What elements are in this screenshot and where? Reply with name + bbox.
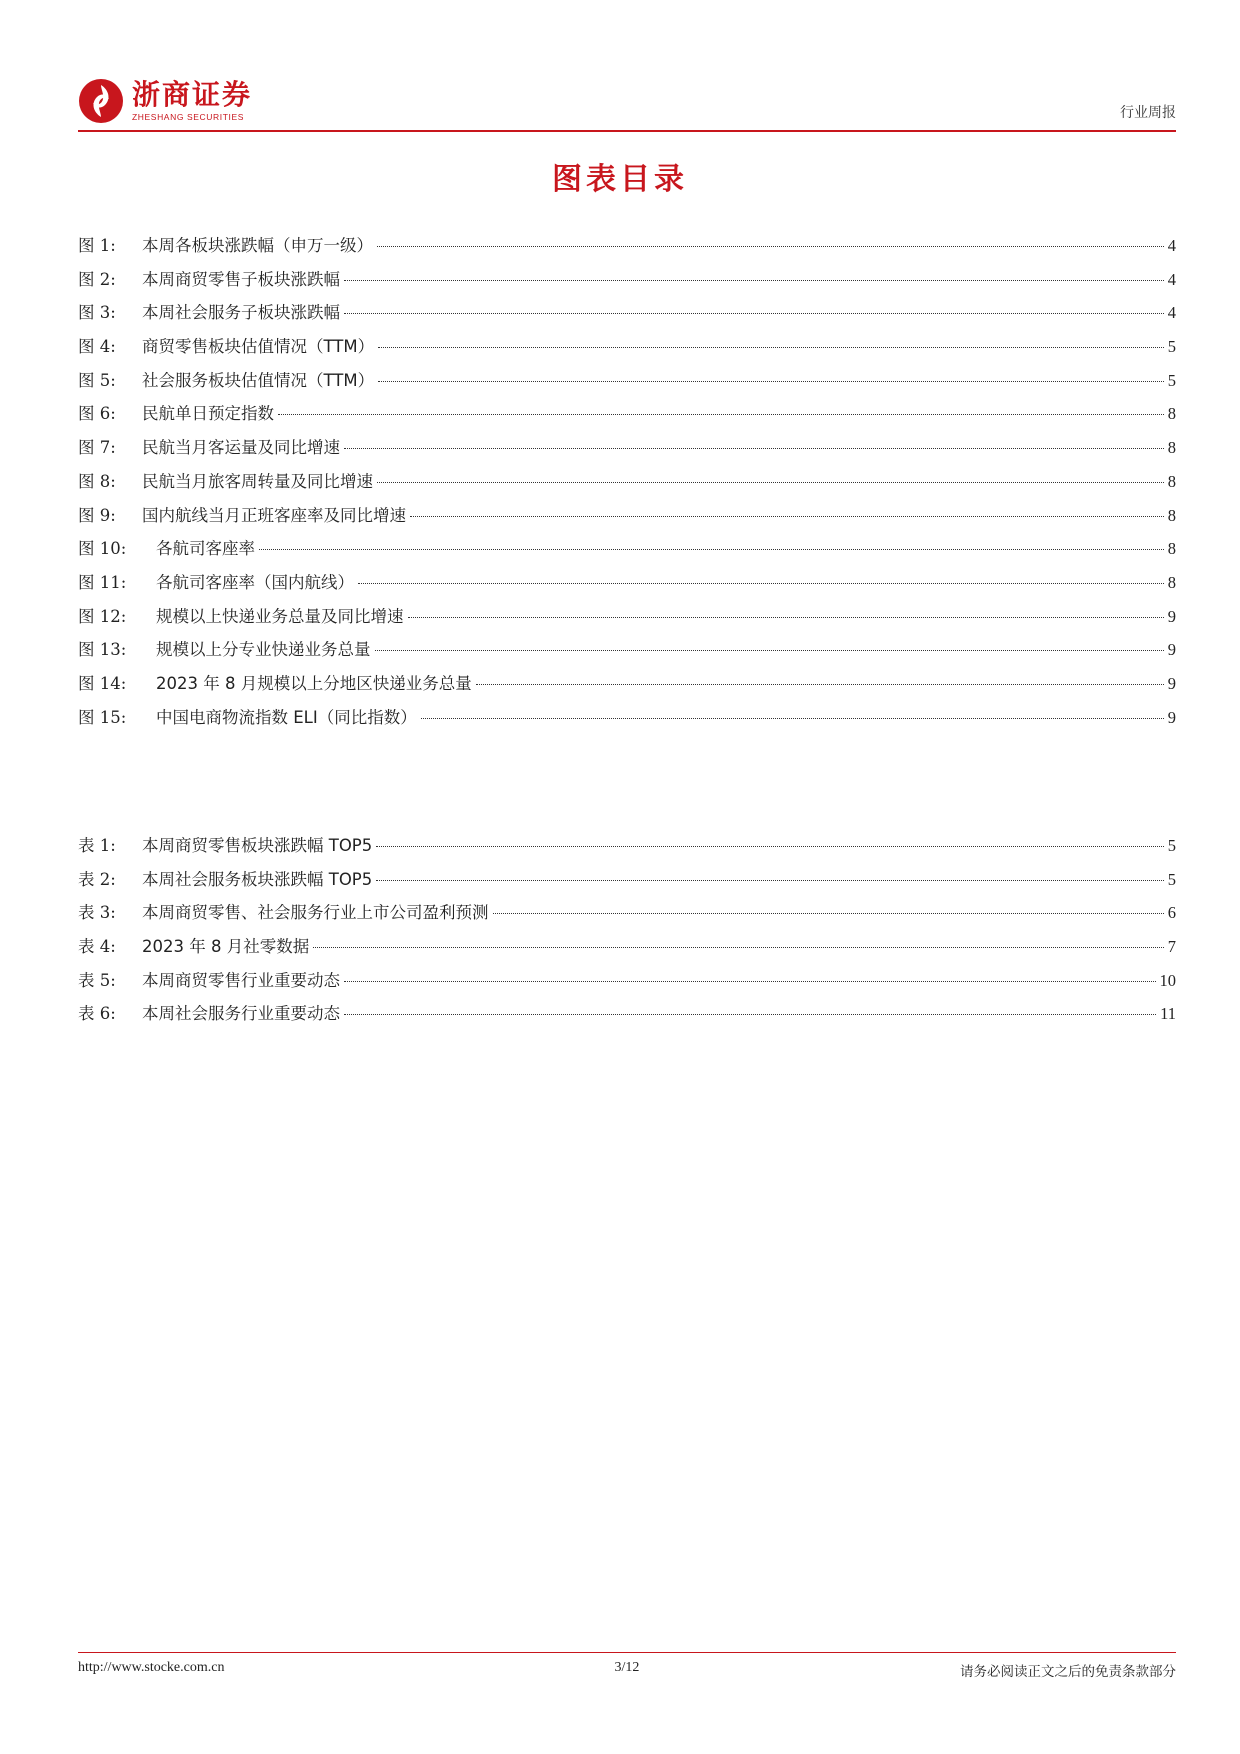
table-entry-title: 2023 年 8 月社零数据 [142,937,310,957]
table-entry-label: 表 4: [78,937,116,957]
table-entry[interactable] [78,1000,1176,1034]
figure-entry-label: 图 3: [78,303,116,323]
figure-entry-label: 图 8: [78,471,116,491]
figure-entry-label: 图 1: [78,236,116,255]
figure-entry-label: 图 15: [78,707,127,727]
figure-entry[interactable] [78,333,1176,367]
figure-entry-page: 9 [1167,707,1176,727]
table-entry-label: 表 1: [78,836,116,855]
figure-entry-page: 9 [1167,606,1176,626]
dot-leader [344,280,1164,281]
table-entry-label: 表 5: [78,970,116,990]
disclaimer-note: 请务必阅读正文之后的免责条款部分 [960,1664,1176,1680]
dot-leader [421,718,1164,719]
dot-leader [378,347,1164,348]
dot-leader [344,1014,1156,1015]
figure-entry-title: 社会服务板块估值情况（TTM） [142,370,375,390]
figure-entry-label: 图 4: [78,337,116,357]
figure-entry-title: 2023 年 8 月规模以上分地区快递业务总量 [156,673,472,693]
dot-leader [377,482,1164,483]
table-entry-title: 本周商贸零售行业重要动态 [142,970,340,990]
figure-entry-label: 图 12: [78,606,127,626]
figure-entry-label: 图 13: [78,640,127,660]
dot-leader [493,913,1164,914]
table-entry[interactable] [78,967,1176,1001]
figure-entry-label: 图 6: [78,404,116,424]
dot-leader [344,981,1156,982]
figure-entry-page: 4 [1167,303,1176,323]
figure-entry[interactable] [78,232,1176,266]
page-title: 图表目录 [552,162,688,197]
figure-entry-title: 商贸零售板块估值情况（TTM） [142,337,375,357]
dot-leader [476,684,1164,685]
website-link[interactable]: http://www.stocke.com.cn [78,1660,225,1675]
figure-entry-label: 图 7: [78,438,116,458]
dot-leader [344,448,1164,449]
figure-entry-title: 民航当月旅客周转量及同比增速 [142,471,373,491]
dot-leader [377,246,1164,247]
figure-entry-title: 国内航线当月正班客座率及同比增速 [142,505,406,525]
table-entry[interactable] [78,933,1176,967]
page-number: 3/12 [614,1660,640,1675]
figure-entry[interactable] [78,670,1176,704]
table-entry-page: 5 [1167,869,1176,889]
dot-leader [376,880,1163,881]
figure-entry[interactable] [78,636,1176,670]
brand-logo [78,78,252,124]
brand-name-en: ZHESHANG SECURITIES [132,112,244,122]
dot-leader [375,650,1164,651]
figure-entry-title: 规模以上快递业务总量及同比增速 [156,606,404,626]
figure-entry[interactable] [78,266,1176,300]
figure-entry[interactable] [78,569,1176,603]
figure-entry-label: 图 5: [78,370,116,390]
dot-leader [358,583,1164,584]
figure-entry-page: 8 [1167,505,1176,525]
report-type: 行业周报 [1120,105,1176,121]
figure-index [78,232,1176,737]
figure-entry-page: 9 [1167,673,1176,693]
table-entry-page: 7 [1167,937,1176,957]
figure-entry-label: 图 10: [78,539,127,559]
figure-entry-page: 8 [1167,471,1176,491]
table-entry[interactable] [78,866,1176,900]
zheshang-logo-icon [78,78,124,124]
figure-entry[interactable] [78,704,1176,738]
figure-entry-page: 8 [1167,404,1176,424]
table-entry-page: 6 [1167,903,1176,923]
figure-entry-title: 各航司客座率 [156,539,255,559]
figure-entry-page: 4 [1167,236,1176,255]
figure-entry[interactable] [78,502,1176,536]
page-header [78,78,1176,132]
dot-leader [410,516,1164,517]
table-entry[interactable] [78,832,1176,866]
dot-leader [408,617,1164,618]
table-entry-label: 表 2: [78,869,116,889]
dot-leader [344,313,1164,314]
table-entry-title: 本周商贸零售、社会服务行业上市公司盈利预测 [142,903,489,923]
dot-leader [313,947,1164,948]
figure-entry-title: 本周各板块涨跌幅（申万一级） [142,236,373,255]
figure-entry-page: 8 [1167,438,1176,458]
figure-entry-page: 8 [1167,572,1176,592]
table-entry-label: 表 3: [78,903,116,923]
figure-entry-title: 本周社会服务子板块涨跌幅 [142,303,340,323]
figure-entry[interactable] [78,367,1176,401]
table-entry-title: 本周社会服务行业重要动态 [142,1004,340,1024]
figure-entry-page: 4 [1167,269,1176,289]
table-entry-page: 11 [1160,1004,1176,1024]
table-entry-page: 5 [1167,836,1176,855]
table-entry-title: 本周商贸零售板块涨跌幅 TOP5 [142,836,373,855]
dot-leader [376,846,1163,847]
figure-entry-title: 本周商贸零售子板块涨跌幅 [142,269,340,289]
table-entry-title: 本周社会服务板块涨跌幅 TOP5 [142,869,373,889]
table-index [78,832,1176,1034]
figure-entry-page: 5 [1167,370,1176,390]
dot-leader [378,381,1164,382]
dot-leader [278,414,1164,415]
figure-entry-page: 5 [1167,337,1176,357]
figure-entry-title: 中国电商物流指数 ELI（同比指数） [156,707,417,727]
figure-entry-title: 民航当月客运量及同比增速 [142,438,340,458]
figure-entry[interactable] [78,400,1176,434]
figure-entry-label: 图 2: [78,269,116,289]
figure-entry-label: 图 14: [78,673,127,693]
footer-divider [78,1652,1176,1653]
table-entry[interactable] [78,899,1176,933]
figure-entry[interactable] [78,603,1176,637]
figure-entry[interactable] [78,434,1176,468]
table-entry-page: 10 [1159,970,1176,990]
figure-entry[interactable] [78,535,1176,569]
figure-entry-page: 9 [1167,640,1176,660]
figure-entry-title: 规模以上分专业快递业务总量 [156,640,371,660]
figure-entry[interactable] [78,299,1176,333]
header-divider [78,130,1176,132]
table-entry-label: 表 6: [78,1004,116,1024]
figure-entry-label: 图 9: [78,505,116,525]
figure-entry-title: 各航司客座率（国内航线） [156,572,354,592]
dot-leader [259,549,1164,550]
figure-entry-title: 民航单日预定指数 [142,404,274,424]
figure-entry[interactable] [78,468,1176,502]
figure-entry-label: 图 11: [78,572,127,592]
brand-name-cn: 浙商证券 [132,78,253,111]
figure-entry-page: 8 [1167,539,1176,559]
